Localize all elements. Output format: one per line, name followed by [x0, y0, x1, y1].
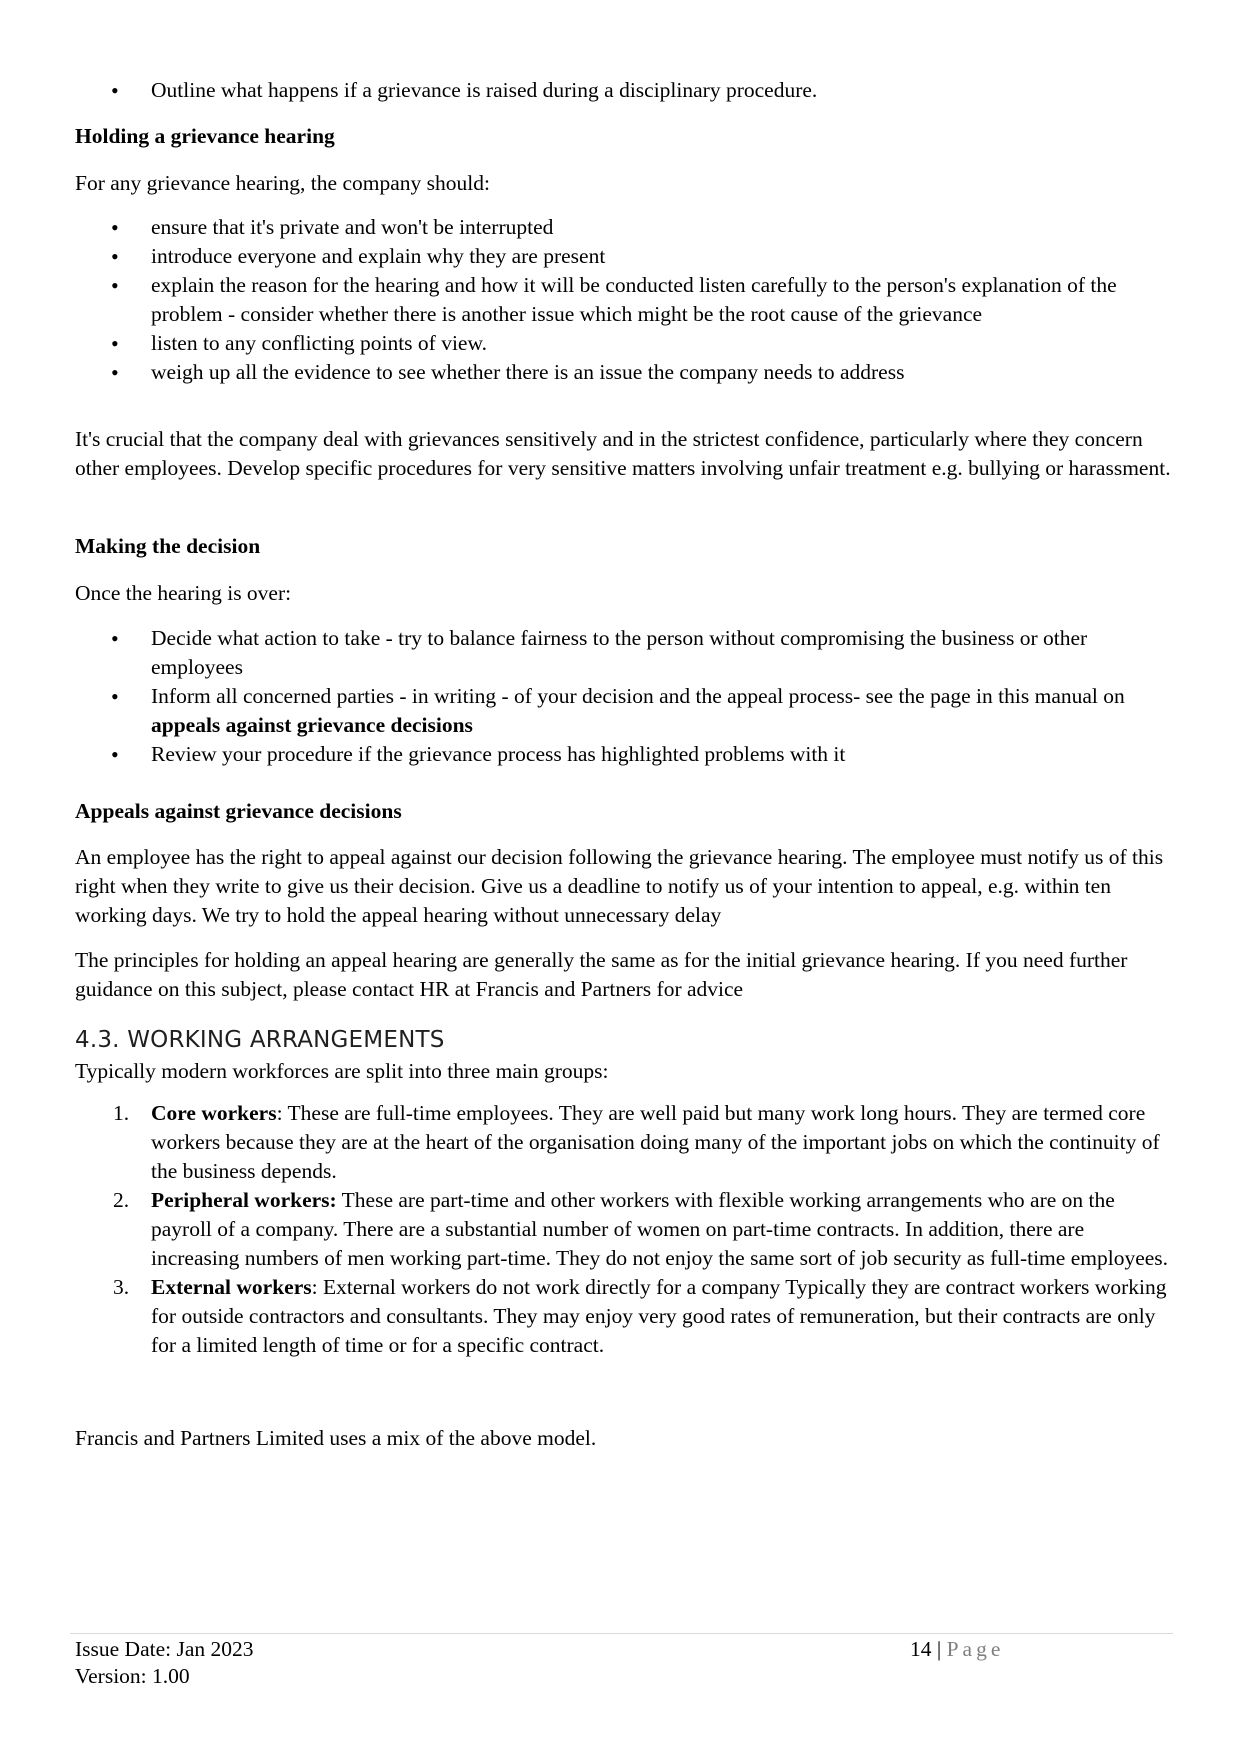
holding-paragraph: It's crucial that the company deal with grievances sensitively and in the strictest confidence, particularly where they concern other employees. Develop specific procedures for very sensitive matters involving unfair treatment e.g. bullying or harassment.	[75, 427, 1171, 480]
working-closing: Francis and Partners Limited uses a mix of the above model.	[75, 1426, 597, 1450]
intro-list	[75, 75, 1175, 106]
worker-groups-list	[75, 1099, 1175, 1360]
list-item	[75, 682, 1175, 740]
list-number: 2.	[113, 1188, 130, 1212]
term: Peripheral workers:	[151, 1188, 337, 1212]
section-heading-working-arrangements: 4.3. WORKING ARRANGEMENTS	[75, 1027, 445, 1053]
decision-list	[75, 624, 1175, 769]
term-description: : External workers do not work directly for a company Typically they are contract workers working for outside contractors and consultants. They may enjoy very good rates of remuneration, but their contracts are only for a limited length of time or for a specific contract.	[151, 1275, 1167, 1357]
list-item	[75, 1273, 1175, 1360]
list-item: • Review your procedure if the grievance process has highlighted problems with it	[75, 740, 1175, 769]
page-label: Page	[946, 1637, 1005, 1661]
holding-list	[75, 213, 1175, 387]
list-item: • Decide what action to take - try to balance fairness to the person without compromising the business or other employees	[75, 624, 1175, 682]
list-item: • listen to any conflicting points of view.	[75, 329, 1175, 358]
term: External workers	[151, 1275, 312, 1299]
list-item: • Outline what happens if a grievance is raised during a disciplinary procedure.	[75, 75, 1175, 106]
version: Version: 1.00	[75, 1664, 190, 1688]
list-item-text: Inform all concerned parties - in writing - of your decision and the appeal process- see the page in this manual on	[151, 684, 1125, 708]
term-description: : These are full-time employees. They are well paid but many work long hours. They are termed core workers because they are at the heart of the organisation doing many of the important jobs on which the continuity of the business depends.	[151, 1101, 1160, 1183]
list-item: • ensure that it's private and won't be interrupted	[75, 213, 1175, 242]
list-item: • introduce everyone and explain why they are present	[75, 242, 1175, 271]
appeals-paragraph-2: The principles for holding an appeal hearing are generally the same as for the initial grievance hearing. If you need further guidance on this subject, please contact HR at Francis and Partners for advice	[75, 948, 1128, 1001]
appeals-heading: Appeals against grievance decisions	[75, 799, 402, 823]
footer	[75, 1636, 1175, 1690]
list-item: • explain the reason for the hearing and how it will be conducted listen carefully to the person's explanation of the problem - consider whether there is another issue which might be the root cause of the grievance	[75, 271, 1175, 329]
decision-heading: Making the decision	[75, 534, 261, 558]
term: Core workers	[151, 1101, 277, 1125]
term-description: These are part-time and other workers with flexible working arrangements who are on the payroll of a company. There are a substantial number of women on part-time contracts. In addition, there are increasing numbers of men working part-time. They do not enjoy the same sort of job security as full-time employees.	[151, 1188, 1169, 1270]
page-number: 14	[910, 1637, 932, 1661]
appeals-paragraph-1: An employee has the right to appeal against our decision following the grievance hearing. The employee must notify us of this right when they write to give us their decision. Give us a deadline to notify us of your intention to appeal, e.g. within ten working days. We try to hold the appeal hearing without unnecessary delay	[75, 845, 1164, 927]
page-separator: |	[931, 1637, 947, 1661]
list-number: 1.	[113, 1101, 130, 1125]
list-item	[75, 1186, 1175, 1273]
decision-lead: Once the hearing is over:	[75, 581, 292, 605]
page-number-block	[910, 1636, 1004, 1663]
list-number: 3.	[113, 1275, 130, 1299]
holding-lead: For any grievance hearing, the company should:	[75, 171, 490, 195]
list-item: • weigh up all the evidence to see whether there is an issue the company needs to address	[75, 358, 1175, 387]
issue-date: Issue Date: Jan 2023	[75, 1637, 254, 1661]
list-item	[75, 1099, 1175, 1186]
footer-divider	[70, 1633, 1173, 1634]
appeals-link-text: appeals against grievance decisions	[151, 713, 473, 737]
working-lead: Typically modern workforces are split into three main groups:	[75, 1059, 609, 1083]
holding-heading: Holding a grievance hearing	[75, 124, 335, 148]
